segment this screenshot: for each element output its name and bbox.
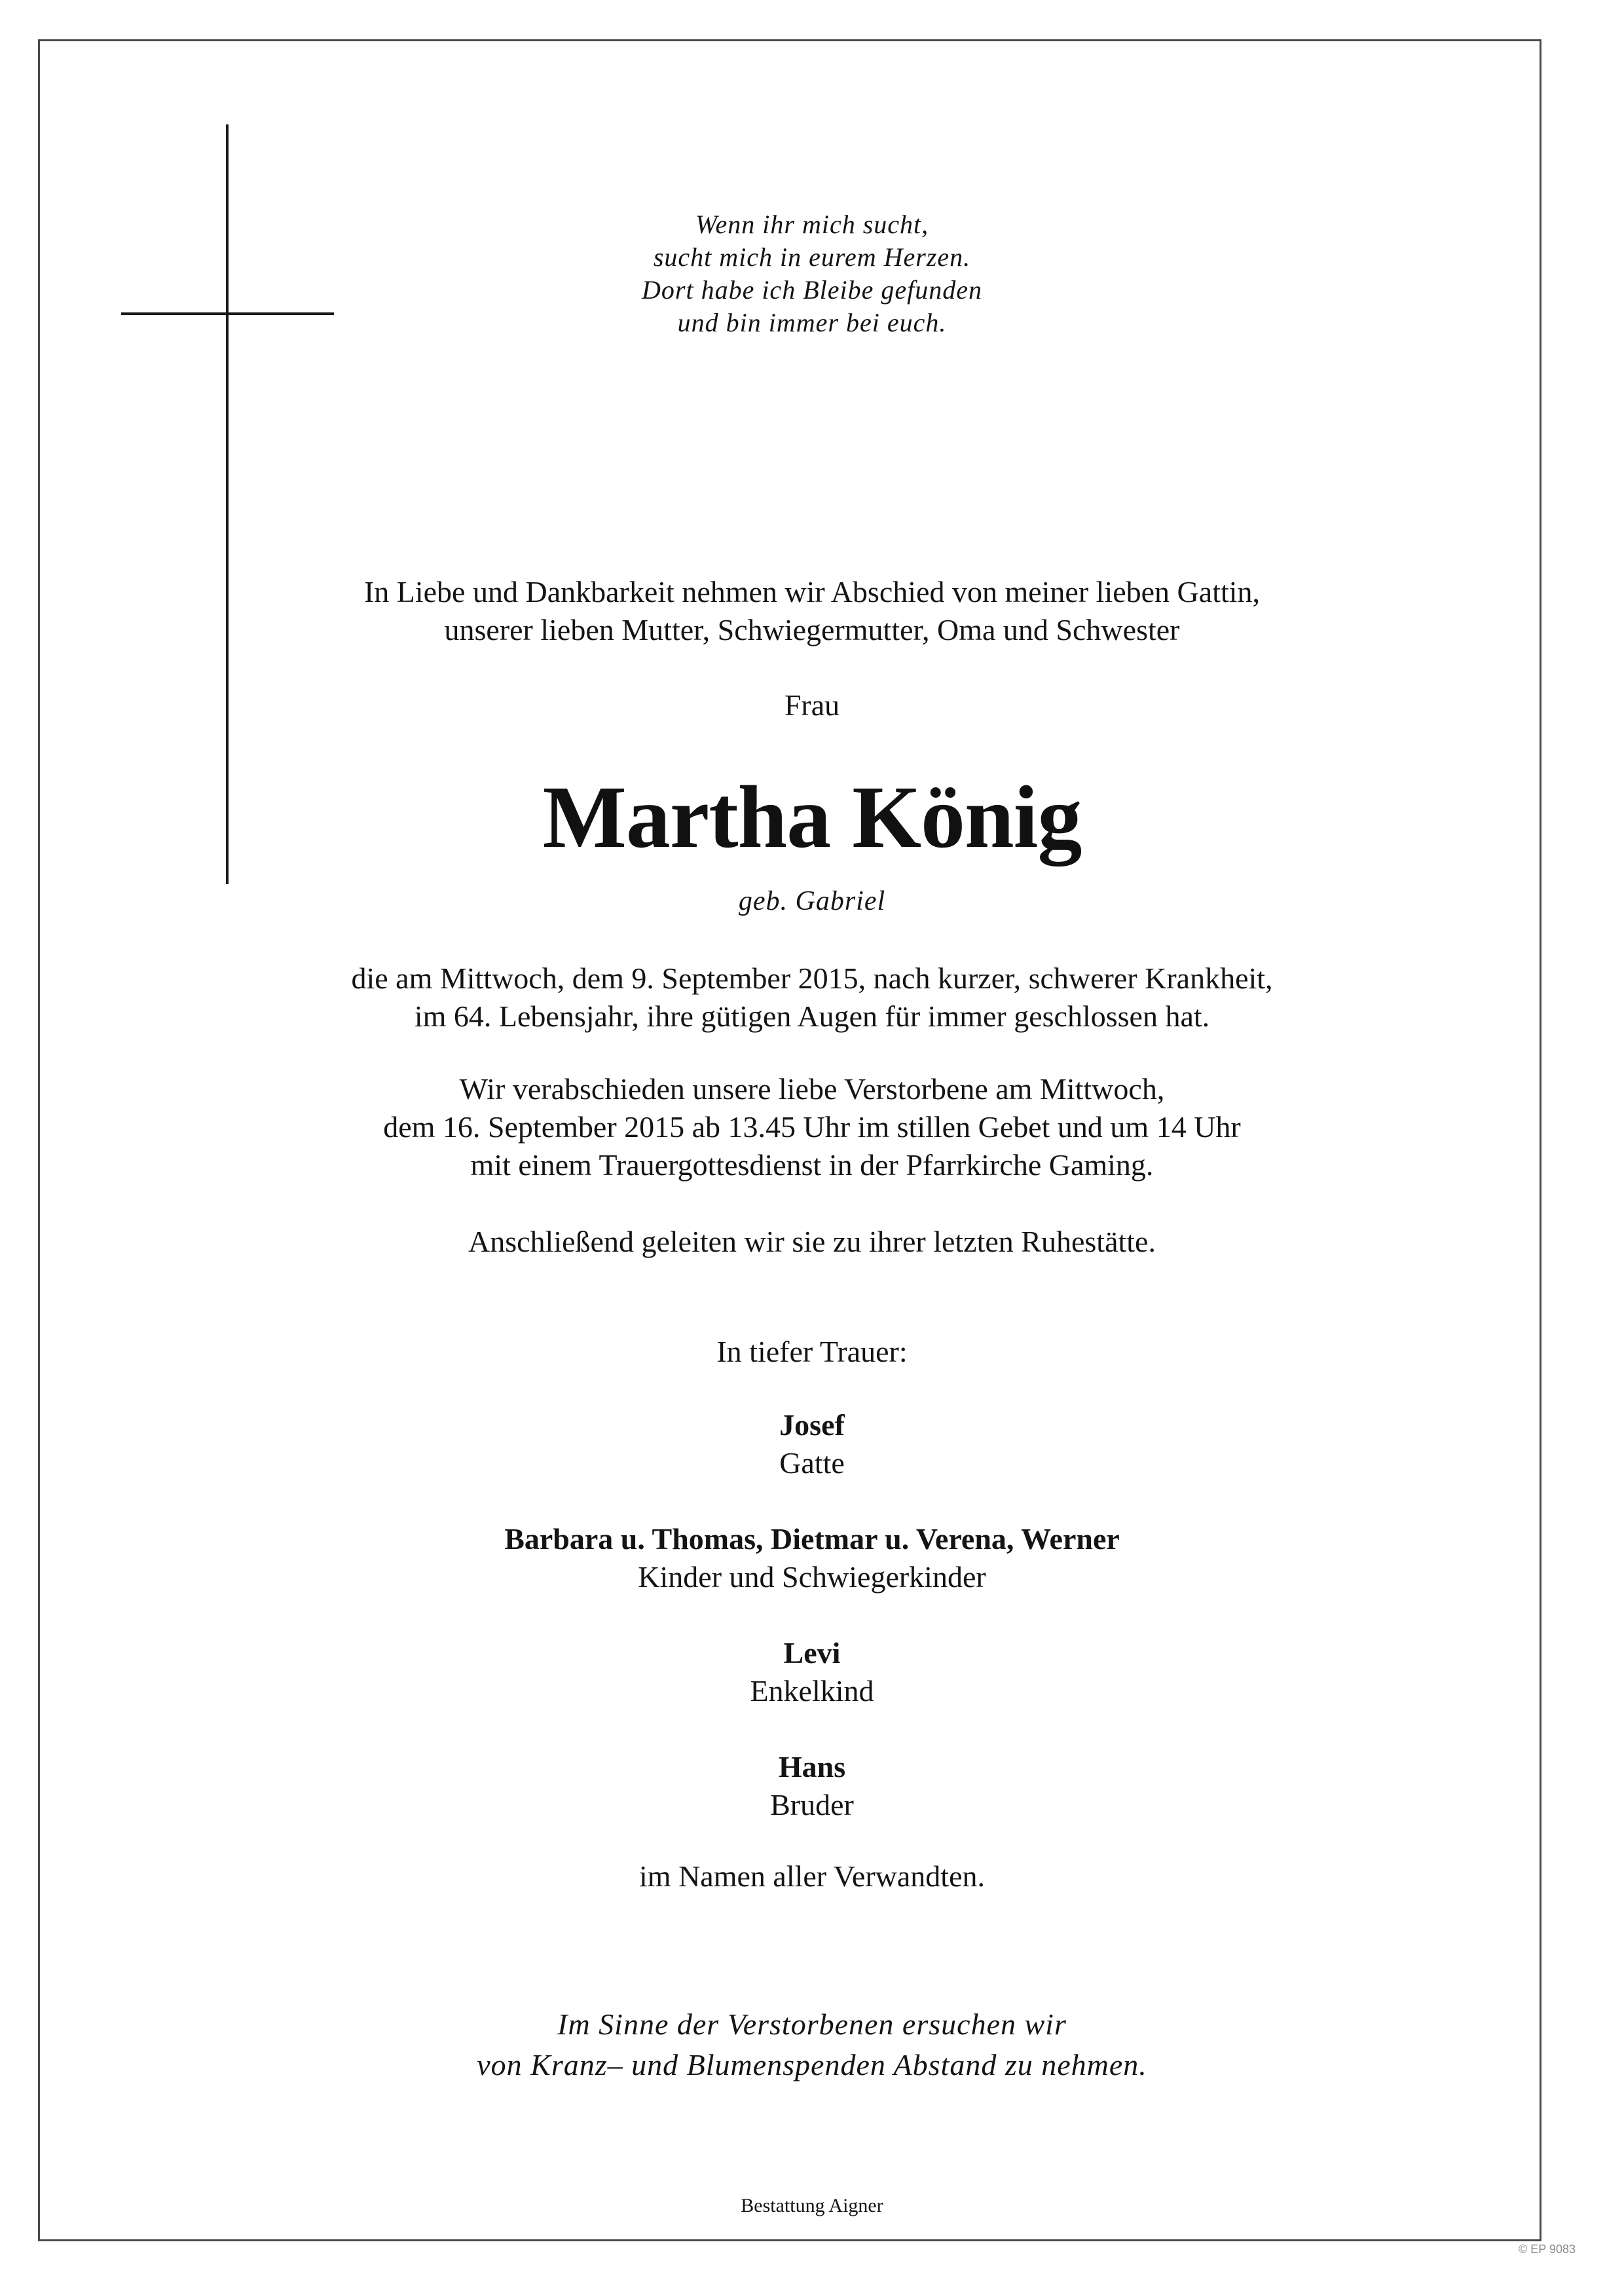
intro-text [0, 573, 1624, 649]
intro-line: In Liebe und Dankbarkeit nehmen wir Abschied von meiner lieben Gattin, [363, 575, 1261, 608]
flower-request [0, 2004, 1624, 2085]
mourner-name: Josef [779, 1408, 845, 1442]
burial-note: Anschließend geleiten wir sie zu ihrer letzten Ruhestätte. [468, 1225, 1156, 1258]
motto-line: Wenn ihr mich sucht, [695, 210, 929, 239]
mourner-name: Hans [778, 1750, 846, 1783]
request-line: Im Sinne der Verstorbenen ersuchen wir [557, 2007, 1067, 2041]
motto-line: und bin immer bei euch. [677, 308, 947, 337]
mourner-relation: Enkelkind [750, 1674, 874, 1707]
motto-line: sucht mich in eurem Herzen. [653, 242, 971, 272]
mourner-entry [0, 1520, 1624, 1596]
service-line: mit einem Trauergottesdienst in der Pfarrkirche Gaming. [470, 1148, 1154, 1182]
intro-line: unserer lieben Mutter, Schwiegermutter, Oma und Schwester [444, 613, 1180, 646]
service-line: Wir verabschieden unsere liebe Verstorbene am Mittwoch, [459, 1072, 1165, 1106]
mourner-relation: Kinder und Schwiegerkinder [638, 1560, 986, 1594]
closing-line: im Namen aller Verwandten. [639, 1859, 985, 1893]
request-line: von Kranz– und Blumenspenden Abstand zu nehmen. [477, 2048, 1147, 2081]
deceased-name: Martha König [542, 768, 1082, 867]
maiden-name: geb. Gabriel [738, 886, 886, 916]
service-line: dem 16. September 2015 ab 13.45 Uhr im stillen Gebet und um 14 Uhr [383, 1110, 1241, 1144]
motto-line: Dort habe ich Bleibe gefunden [642, 275, 982, 305]
form-reference: © EP 9083 [1519, 2243, 1576, 2256]
mourner-entry [0, 1748, 1624, 1824]
mourner-entry [0, 1634, 1624, 1710]
death-notice-line: die am Mittwoch, dem 9. September 2015, nach kurzer, schwerer Krankheit, [351, 961, 1273, 995]
mourners-list [0, 1406, 1624, 1862]
mourner-entry [0, 1406, 1624, 1482]
death-notice-line: im 64. Lebensjahr, ihre gütigen Augen für immer geschlossen hat. [414, 999, 1210, 1033]
undertaker-name: Bestattung Aigner [741, 2195, 883, 2216]
mourner-relation: Gatte [779, 1446, 845, 1480]
death-notice [0, 960, 1624, 1036]
service-details [0, 1070, 1624, 1184]
mourner-name: Barbara u. Thomas, Dietmar u. Verena, Werner [504, 1522, 1120, 1556]
mourner-name: Levi [783, 1636, 841, 1670]
salutation: Frau [784, 688, 840, 722]
motto-verse [0, 208, 1624, 339]
grief-heading: In tiefer Trauer: [716, 1335, 908, 1368]
mourner-relation: Bruder [770, 1788, 854, 1821]
